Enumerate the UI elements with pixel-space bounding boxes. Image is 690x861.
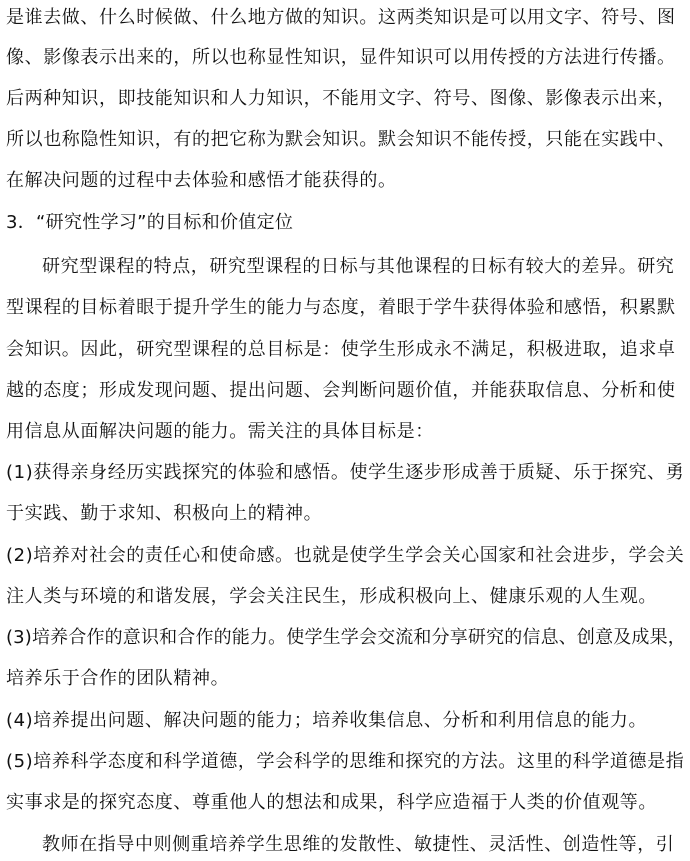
list-item-line: 培养乐于合作的团队精神。 <box>6 668 230 689</box>
list-item-line: (2)培养对社会的责任心和使命感。也就是使学生学会关心国家和社会进步，学会关 <box>6 545 685 566</box>
paragraph-line: 型课程的目标着眼于提升学生的能力与态度，着眼于学牛获得体验和感悟，积累默 <box>6 297 676 318</box>
list-item-line: 注人类与环境的和谐发展，学会关注民生，形成积极向上、健康乐观的人生观。 <box>6 586 657 607</box>
list-item-line: (3)培养合作的意识和合作的能力。使学生学会交流和分享研究的信息、创意及成果， <box>6 627 686 648</box>
list-item-line: (4)培养提出问题、解决问题的能力；培养收集信息、分析和利用信息的能力。 <box>6 710 648 731</box>
paragraph-line: 研究型课程的特点，研究型课程的日标与其他课程的日标有较大的差异。研究 <box>42 256 675 277</box>
list-item-line: 于实践、勤于求知、积极向上的精神。 <box>6 503 323 524</box>
paragraph-line: 越的态度；形成发现问题、提出问题、会判断问题价值，并能获取信息、分析和使 <box>6 380 676 401</box>
paragraph-line: 教师在指导中则侧重培养学生思维的发散性、敏捷性、灵活性、创造性等，引 <box>42 834 675 855</box>
list-item-line: 实事求是的探究态度、尊重他人的想法和成果，科学应造福于人类的价值观等。 <box>6 792 657 813</box>
paragraph-line: 是谁去做、什么时候做、什么地方做的知识。这两类知识是可以用文字、符号、图 <box>6 7 676 28</box>
paragraph-line: 像、影像表示出来的，所以也称显性知识，显件知识可以用传授的方法进行传播。 <box>6 47 676 68</box>
list-item-line: (1)获得亲身经历实践探究的体验和感悟。使学生逐步形成善于质疑、乐于探究、勇 <box>6 462 685 483</box>
paragraph-line: 在解决问题的过程中去体验和感悟才能获得的。 <box>6 170 397 191</box>
paragraph-line: 后两种知识，即技能知识和人力知识，不能用文字、符号、图像、影像表示出来， <box>6 88 676 109</box>
paragraph-line: 所以也称隐性知识，有的把它称为默会知识。默会知识不能传授，只能在实践中、 <box>6 129 676 150</box>
paragraph-line: 用信息从面解决问题的能力。需关注的具体目标是： <box>6 421 434 442</box>
list-item-line: (5)培养科学态度和科学道德，学会科学的思维和探究的方法。这里的科学道德是指 <box>6 751 685 772</box>
section-heading: 3．“研究性学习”的目标和价值定位 <box>6 212 294 233</box>
paragraph-line: 会知识。因此，研究型课程的总目标是：使学生形成永不满足，积极进取，追求卓 <box>6 339 676 360</box>
